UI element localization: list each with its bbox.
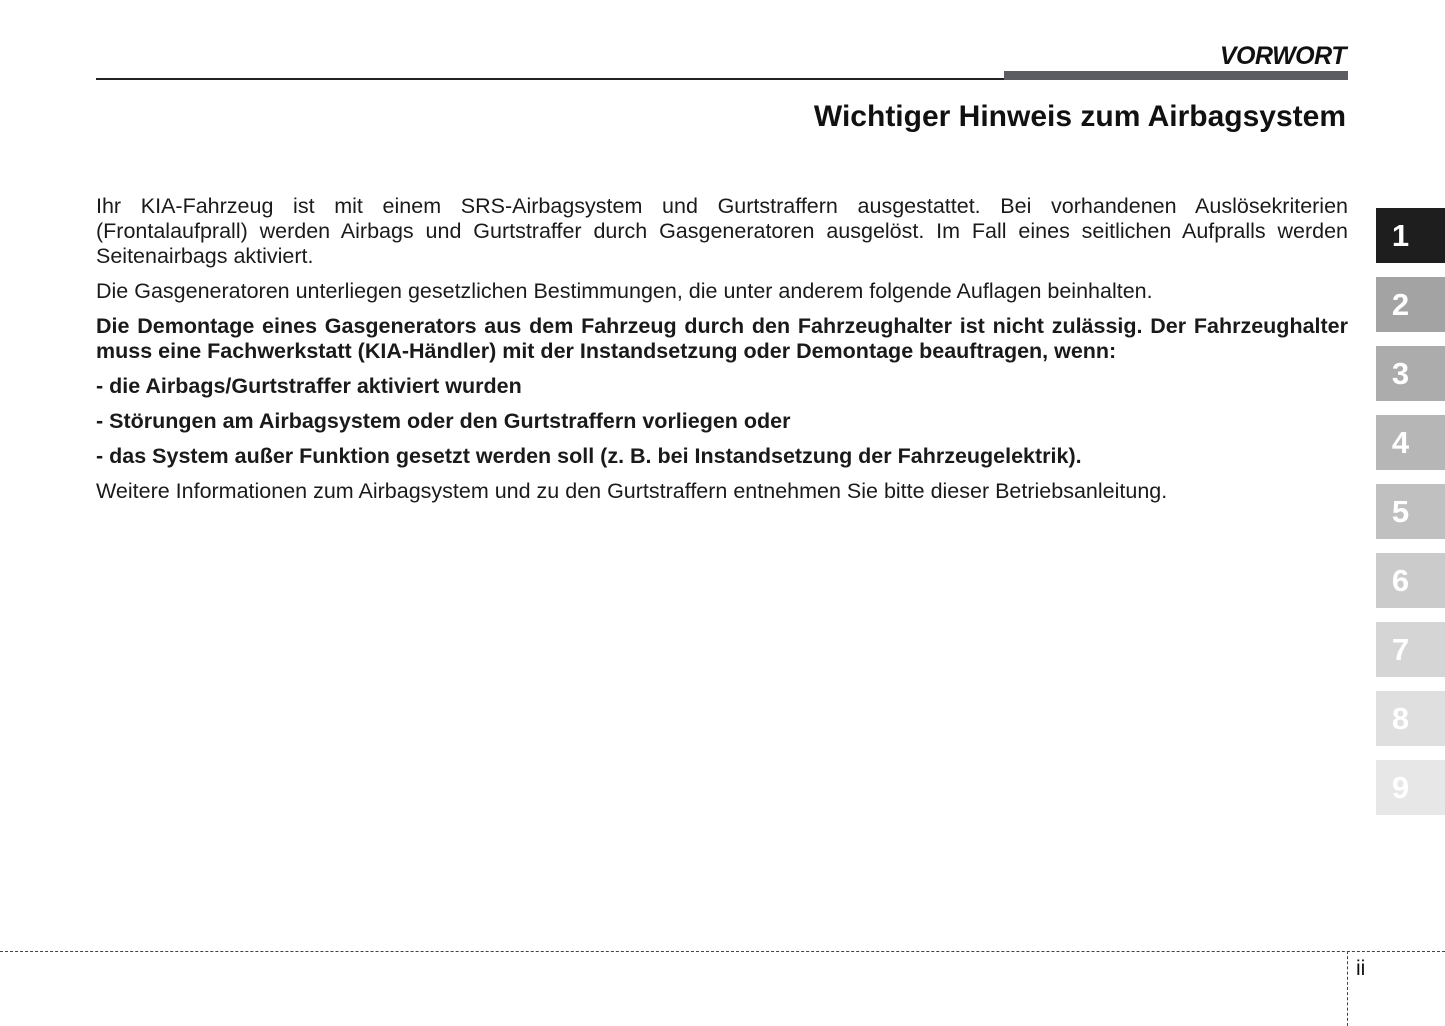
chapter-tab-2[interactable] [1376, 277, 1445, 332]
body-text [96, 194, 1348, 514]
chapter-tab-label: 8 [1391, 700, 1410, 736]
bullet-item: - Störungen am Airbagsystem oder den Gurtstraffern vorliegen oder [96, 409, 791, 433]
page-number: ii [1356, 957, 1366, 980]
chapter-tab-label: 6 [1391, 562, 1410, 598]
chapter-tab-6[interactable] [1376, 553, 1445, 608]
chapter-tab-label: 3 [1391, 355, 1410, 391]
paragraph-intro: Ihr KIA-Fahrzeug ist mit einem SRS-Airbagsystem und Gurtstraffern ausgestattet. Bei vorhandenen Auslösekriterien (Frontalaufprall) werden Airbags und Gurtstraffer durch Gasgeneratoren ausgelöst. Im Fall eines seitlichen Aufpralls werden Seitenairbags aktiviert. [96, 194, 1348, 268]
chapter-tab-label: 2 [1391, 286, 1410, 322]
footer-rule [0, 951, 1445, 952]
chapter-tabs [1376, 208, 1445, 829]
bullet-item: - die Airbags/Gurtstraffer aktiviert wurden [96, 374, 522, 398]
chapter-tab-1[interactable] [1376, 208, 1445, 263]
bullet-item: - das System außer Funktion gesetzt werden soll (z. B. bei Instandsetzung der Fahrzeugelektrik). [96, 444, 1082, 468]
page-title: Wichtiger Hinweis zum Airbagsystem [813, 100, 1346, 133]
chapter-tab-5[interactable] [1376, 484, 1445, 539]
chapter-tab-9[interactable] [1376, 760, 1445, 815]
paragraph-warning: Die Demontage eines Gasgenerators aus dem Fahrzeug durch den Fahrzeughalter ist nicht zulässig. Der Fahrzeughalter muss eine Fachwerkstatt (KIA-Händler) mit der Instandsetzung oder Demontage beauftragen, wenn: [96, 314, 1348, 363]
chapter-tab-label: 1 [1391, 217, 1410, 253]
header-rule [96, 78, 1004, 80]
paragraph-more-info: Weitere Informationen zum Airbagsystem und zu den Gurtstraffern entnehmen Sie bitte dieser Betriebsanleitung. [96, 479, 1168, 503]
chapter-tab-4[interactable] [1376, 415, 1445, 470]
chapter-tab-7[interactable] [1376, 622, 1445, 677]
paragraph-regulations: Die Gasgeneratoren unterliegen gesetzlichen Bestimmungen, die unter anderem folgende Auflagen beinhalten. [96, 279, 1153, 303]
header-accent-bar [1004, 71, 1348, 80]
chapter-tab-label: 9 [1391, 769, 1410, 805]
chapter-tab-label: 5 [1391, 493, 1410, 529]
chapter-tab-3[interactable] [1376, 346, 1445, 401]
section-label: VORWORT [1219, 42, 1346, 70]
footer-divider [1347, 951, 1348, 1026]
chapter-tab-label: 4 [1391, 424, 1410, 460]
chapter-tab-label: 7 [1391, 631, 1410, 667]
chapter-tab-8[interactable] [1376, 691, 1445, 746]
